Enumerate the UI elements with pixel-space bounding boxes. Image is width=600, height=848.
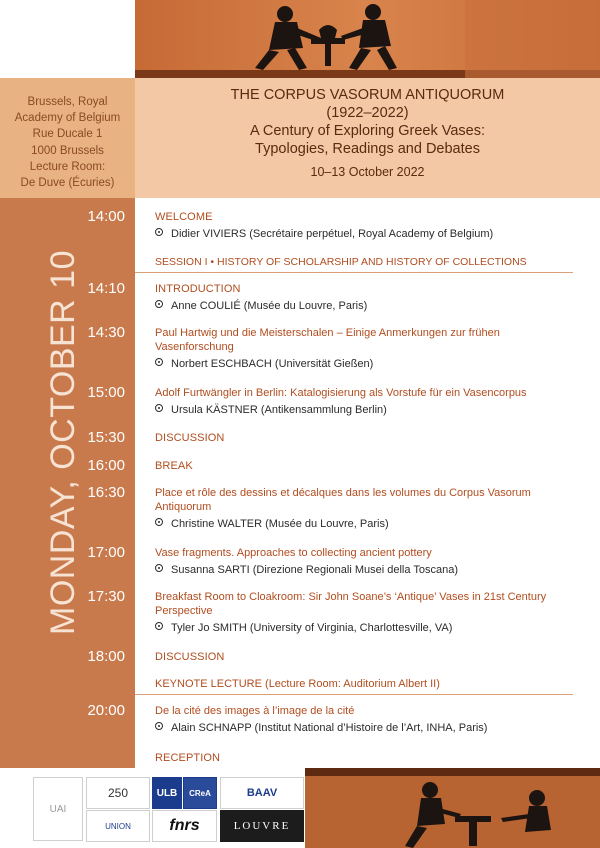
venue-line: Brussels, Royal bbox=[27, 96, 108, 108]
venue-line: Rue Ducale 1 bbox=[32, 128, 103, 141]
venue-address bbox=[0, 94, 135, 191]
logo-250 bbox=[86, 777, 150, 809]
item-title: DISCUSSION bbox=[155, 432, 225, 444]
speaker-affiliation: (Secrétaire perpétuel, Royal Academy of Belgium) bbox=[246, 228, 494, 240]
item-title: WELCOME bbox=[155, 211, 213, 223]
logo-crea bbox=[183, 777, 217, 809]
item-title: DISCUSSION bbox=[155, 651, 225, 663]
speaker bbox=[155, 564, 458, 576]
venue-line: Lecture Room: bbox=[29, 160, 106, 173]
header-vase-image bbox=[135, 0, 600, 78]
divider bbox=[135, 272, 573, 273]
speaker-name: Norbert ESCHBACH bbox=[171, 358, 272, 370]
time-label: 14:10 bbox=[87, 280, 125, 297]
speaker bbox=[155, 622, 452, 634]
logo-ulb-text: ULB bbox=[156, 787, 178, 799]
item-title: De la cité des images à l’image de la cité bbox=[155, 705, 355, 717]
logo-ulb bbox=[152, 777, 182, 809]
speaker bbox=[155, 300, 367, 312]
bullet-icon bbox=[155, 564, 163, 572]
divider bbox=[135, 694, 573, 695]
item-title: BREAK bbox=[155, 460, 193, 472]
logo-baav bbox=[220, 777, 304, 809]
item-title: Vase fragments. Approaches to collecting ancient pottery bbox=[155, 547, 432, 559]
keynote-heading bbox=[155, 678, 440, 690]
day-label-text: MONDAY, OCTOBER 10 bbox=[44, 250, 82, 635]
bullet-icon bbox=[155, 622, 163, 630]
speaker-name: Tyler Jo SMITH bbox=[171, 622, 247, 634]
session-heading: SESSION I • HISTORY OF SCHOLARSHIP AND HISTORY OF COLLECTIONS bbox=[155, 256, 527, 268]
subtitle-line-1: A Century of Exploring Greek Vases: bbox=[249, 123, 486, 139]
logo-baav-text: BAAV bbox=[246, 787, 278, 799]
vase-scene-illustration bbox=[135, 0, 600, 78]
title-main: THE CORPUS VASORUM ANTIQUORUM bbox=[230, 87, 505, 103]
subtitle-line-2: Typologies, Readings and Debates bbox=[255, 141, 480, 157]
logo-fnrs-text: fnrs bbox=[169, 817, 200, 834]
time-label: 20:00 bbox=[87, 702, 125, 719]
logo-union bbox=[86, 810, 150, 842]
logo-fnrs bbox=[152, 810, 217, 842]
logo-louvre bbox=[220, 810, 304, 842]
speaker bbox=[155, 722, 487, 734]
item-title: Breakfast Room to Cloakroom: Sir John Soane’s ‘Antique’ Vases in 21st Century Perspective bbox=[155, 591, 547, 617]
venue-line: De Duve (Écuries) bbox=[20, 177, 115, 190]
time-label: 18:00 bbox=[87, 648, 125, 665]
venue-line: Academy of Belgium bbox=[14, 112, 121, 125]
logo-louvre-text: LOUVRE bbox=[233, 820, 291, 832]
speaker-affiliation: (Musée du Louvre, Paris) bbox=[262, 518, 389, 530]
venue-line: 1000 Brussels bbox=[31, 144, 104, 157]
speaker-affiliation: (Musée du Louvre, Paris) bbox=[240, 300, 368, 312]
speaker-name: Anne COULIÉ bbox=[171, 300, 241, 312]
speaker-affiliation: (Universität Gießen) bbox=[271, 358, 374, 370]
speaker-affiliation: (University of Virginia, Charlottesville, VA) bbox=[246, 622, 453, 634]
bullet-icon bbox=[155, 518, 163, 526]
speaker bbox=[155, 228, 493, 240]
bullet-icon bbox=[155, 722, 163, 730]
item-title: Adolf Furtwängler in Berlin: Katalogisierung als Vorstufe für ein Vasencorpus bbox=[155, 387, 527, 399]
speaker-name: Didier VIVIERS bbox=[171, 228, 247, 240]
logo-union-text: UNION bbox=[105, 821, 131, 831]
bullet-icon bbox=[155, 358, 163, 366]
time-label: 17:30 bbox=[87, 588, 125, 605]
footer-vase-illustration bbox=[305, 768, 600, 848]
conference-dates: 10–13 October 2022 bbox=[310, 165, 425, 179]
conference-title bbox=[135, 86, 600, 180]
time-label: 17:00 bbox=[87, 544, 125, 561]
item-title: RECEPTION bbox=[155, 752, 221, 764]
speaker bbox=[155, 404, 387, 416]
time-label: 14:30 bbox=[87, 324, 125, 341]
item-title: Place et rôle des dessins et décalques dans les volumes du Corpus Vasorum Antiquorum bbox=[155, 487, 531, 513]
item-title: Paul Hartwig und die Meisterschalen – Einige Anmerkungen zur frühen Vasenforschung bbox=[155, 327, 500, 353]
speaker-name: Christine WALTER bbox=[171, 518, 263, 530]
speaker bbox=[155, 518, 389, 530]
time-label: 14:00 bbox=[87, 208, 125, 225]
bullet-icon bbox=[155, 228, 163, 236]
logo-uai bbox=[33, 777, 83, 841]
speaker-affiliation: (Institut National d’Histoire de l’Art, INHA, Paris) bbox=[251, 722, 488, 734]
time-label: 15:00 bbox=[87, 384, 125, 401]
title-years: (1922–2022) bbox=[326, 105, 409, 121]
speaker-name: Susanna SARTI bbox=[171, 564, 250, 576]
footer-vase-image bbox=[305, 768, 600, 848]
speaker-name: Ursula KÄSTNER bbox=[171, 404, 258, 416]
speaker-affiliation: (Direzione Regionali Musei della Toscana) bbox=[249, 564, 458, 576]
left-top-blank bbox=[0, 0, 135, 78]
time-label: 16:00 bbox=[87, 457, 125, 474]
keynote-room: (Lecture Room: Auditorium Albert II) bbox=[261, 678, 440, 690]
logo-uai-text: UAI bbox=[49, 803, 67, 815]
keynote-label: KEYNOTE LECTURE bbox=[155, 678, 262, 690]
time-label: 15:30 bbox=[87, 429, 125, 446]
logo-crea-text: CReA bbox=[189, 788, 211, 798]
bullet-icon bbox=[155, 404, 163, 412]
time-label: 16:30 bbox=[87, 484, 125, 501]
speaker-name: Alain SCHNAPP bbox=[171, 722, 252, 734]
item-title: INTRODUCTION bbox=[155, 283, 241, 295]
speaker bbox=[155, 358, 373, 370]
logo-250-text: 250 bbox=[107, 786, 129, 800]
bullet-icon bbox=[155, 300, 163, 308]
speaker-affiliation: (Antikensammlung Berlin) bbox=[257, 404, 387, 416]
